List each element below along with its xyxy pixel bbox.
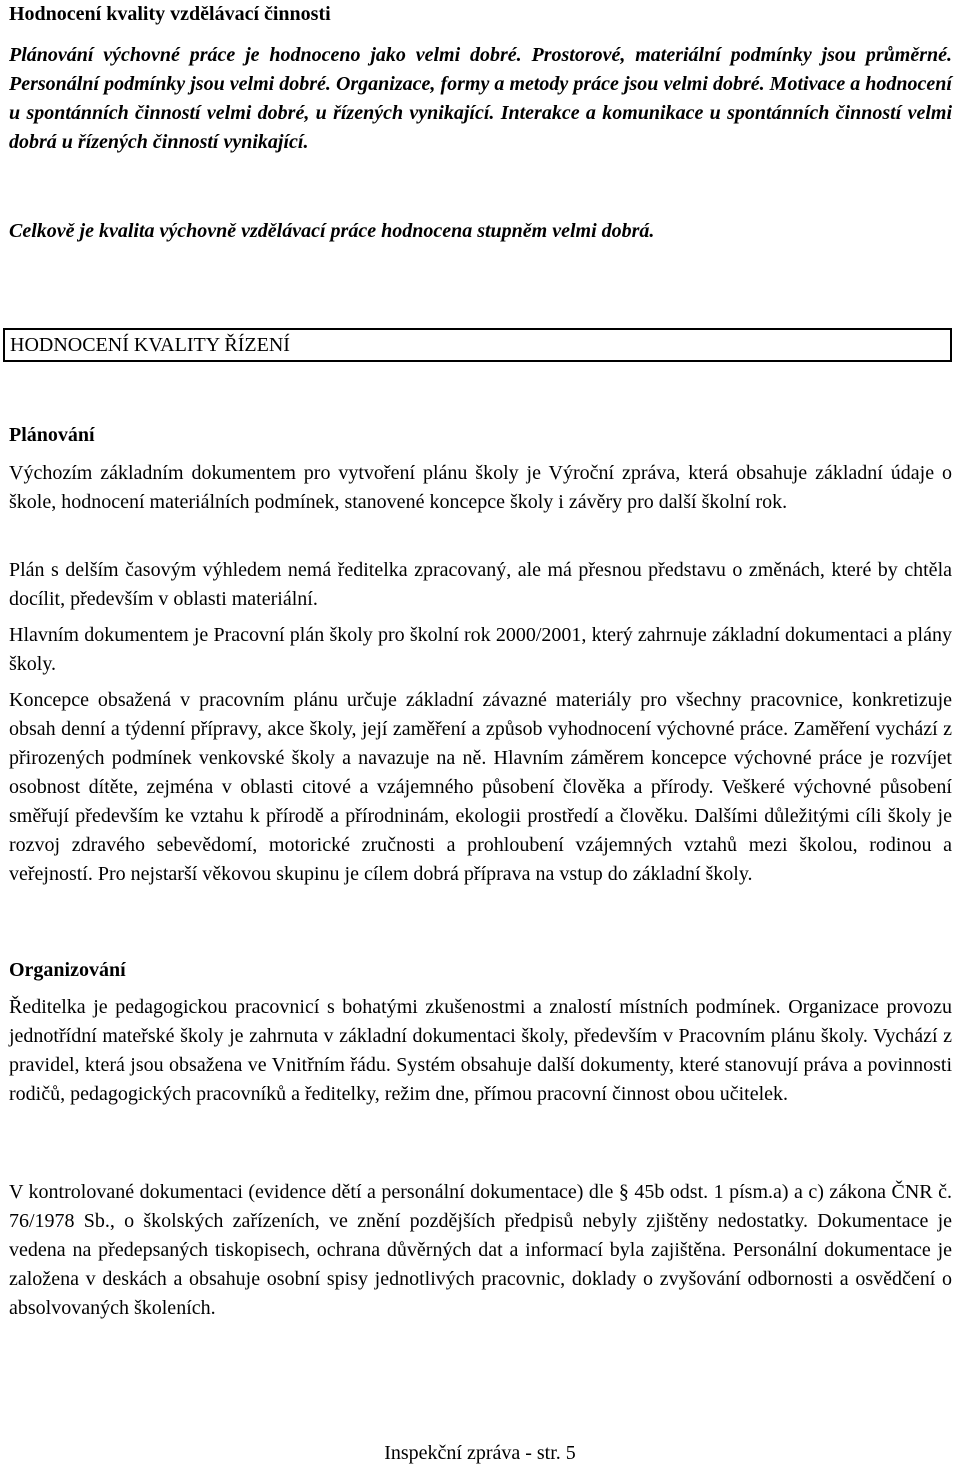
planning-heading: Plánování [9,424,95,446]
quality-evaluation-paragraph: Plánování výchovné práce je hodnoceno jako velmi dobré. Prostorové, materiální podmínky jsou průměrné. Personální podmínky jsou velmi dobré. Organizace, formy a metody práce jsou velmi dobré. Motivace a hodnocení u spontánních činností velmi dobré, u řízených vynikající. Interakce a komunikace u spontánních činností velmi dobrá u řízených činností vynikající. [9,44,952,153]
planning-paragraph: Hlavním dokumentem je Pracovní plán školy pro školní rok 2000/2001, který zahrnuje základní dokumentaci a plány školy. [9,624,952,675]
planning-paragraph: Koncepce obsažená v pracovním plánu určuje základní závazné materiály pro všechny pracovnice, konkretizuje obsah denní a týdenní přípravy, akce školy, její zaměření a způsob vyhodnocení výchovné práce. Zaměření vychází z přirozených podmínek venkovské školy a navazuje na ně. Hlavním záměrem koncepce výchovné práce je rozvíjet osobnost dítěte, zejména v oblasti citové a vzájemného působení člověka a přírody. Veškeré výchovné působení směřují především ke vztahu k přírodě a přírodninám, ekologii prostředí a člověku. Dalšími důležitými cíli školy je rozvoj zdravého sebevědomí, motorické zručnosti a prohloubení vzájemných vztahů mezi školou, rodinou a veřejností. Pro nejstarší věkovou skupinu je cílem dobrá příprava na vstup do základní školy. [9,689,952,885]
page-footer: Inspekční zpráva - str. 5 [384,1442,576,1464]
organizing-paragraph: Ředitelka je pedagogickou pracovnicí s bohatými zkušenostmi a znalostí místních podmínek. Organizace provozu jednotřídní mateřské školy je zahrnuta v základní dokumentaci školy, především v Pracovním plánu školy. Vychází z pravidel, která jsou obsažena ve Vnitřním řádu. Systém obsahuje další dokumenty, které stanovují práva a povinnosti rodičů, pedagogických pracovníků a ředitelky, režim dne, přímou pracovní činnost obou učitelek. [9,996,952,1105]
organizing-heading: Organizování [9,959,126,981]
management-quality-heading: HODNOCENÍ KVALITY ŘÍZENÍ [3,328,952,362]
planning-paragraph: Plán s delším časovým výhledem nemá ředitelka zpracovaný, ale má přesnou představu o změnách, které by chtěla docílit, především v oblasti materiální. [9,559,952,610]
quality-summary: Celkově je kvalita výchovně vzdělávací práce hodnocena stupněm velmi dobrá. [9,220,655,242]
organizing-paragraph: V kontrolované dokumentaci (evidence dětí a personální dokumentace) dle § 45b odst. 1 písm.a) a c) zákona ČNR č. 76/1978 Sb., o školských zařízeních, ve znění pozdějších předpisů nebyly zjištěny nedostatky. Dokumentace je vedena na předepsaných tiskopisech, ochrana důvěrných dat a informací byla zajištěna. Personální dokumentace je založena v deskách a obsahuje osobní spisy jednotlivých pracovnic, doklady o zvyšování odbornosti a osvědčení o absolvovaných školeních. [9,1181,952,1319]
quality-heading: Hodnocení kvality vzdělávací činnosti [9,3,331,25]
planning-paragraph: Výchozím základním dokumentem pro vytvoření plánu školy je Výroční zpráva, která obsahuje základní údaje o škole, hodnocení materiálních podmínek, stanovené koncepce školy i závěry pro další školní rok. [9,462,952,513]
